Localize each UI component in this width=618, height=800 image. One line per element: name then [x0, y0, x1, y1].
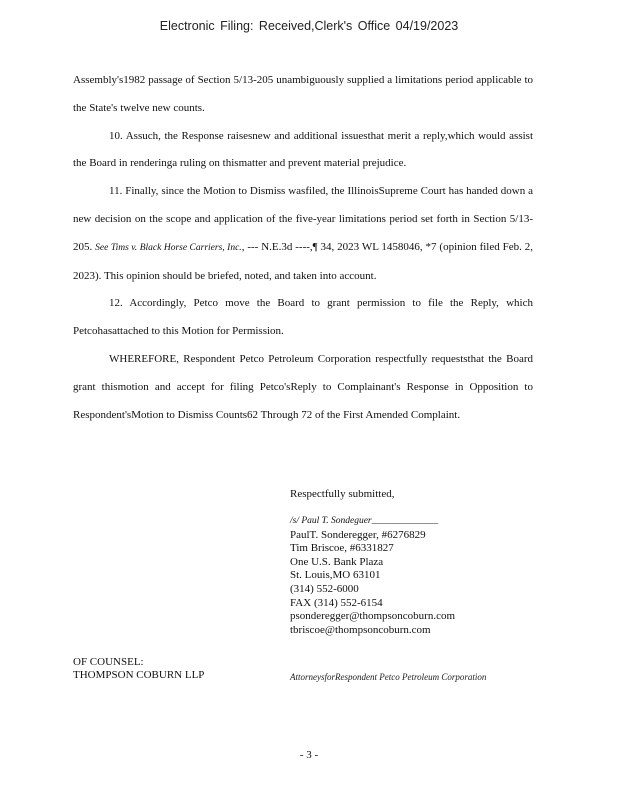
attorney-name: PaulT. Sonderegger, #6276829 [290, 528, 426, 541]
paragraph-12: 12. Accordingly, Petco move the Board to grant permission to file the Reply, which Petcohasattached to this Motion for Permission. [73, 297, 533, 338]
filing-stamp-header: Electronic Filing: Received,Clerk's Office 04/19/2023 [159, 19, 459, 33]
document-body [73, 67, 533, 429]
closing-line: Respectfully submitted, [290, 488, 395, 500]
of-counsel-block [73, 656, 204, 681]
page-number: - 3 - [299, 749, 319, 761]
signature-block [290, 487, 455, 637]
email-2: tbriscoe@thompsoncoburn.com [290, 623, 431, 636]
email-1: psonderegger@thompsoncoburn.com [290, 610, 456, 623]
fax-number: FAX (314) 552-6154 [290, 596, 383, 609]
of-counsel-label: OF COUNSEL: [73, 656, 144, 668]
wherefore-paragraph: WHEREFORE, Respondent Petco Petroleum Corporation respectfully requeststhat the Board grant thismotion and accept for filing Petco'sReply to Complainant's Response in Opposition to Respondent'sMotion to Dismiss Counts62 Through 72 of the First Amended Complaint. [73, 352, 533, 421]
paragraph-11-text: 11. Finally, since the Motion to Dismiss wasfiled, the IllinoisSupreme Court has handed down a new decision on the scope and application of the five-year limitations period set forth in Section 5/13-205. [73, 185, 533, 253]
paragraph-11-text-cont: , --- N.E.3d ----,¶ 34, 2023 WL 1458046, *7 (opinion filed Feb. 2, 2023). This opinion should be briefed, noted, and taken into account. [73, 240, 534, 282]
attorneys-for-line: AttorneysforRespondent Petco Petroleum Corporation [290, 672, 487, 682]
paragraph-continuation: Assembly's1982 passage of Section 5/13-205 unambiguously supplied a limitations period applicable to the State's twelve new counts. [73, 74, 533, 114]
case-citation: See Tims v. Black Horse Carriers, Inc. [95, 242, 242, 253]
paragraph-11 [73, 178, 533, 290]
paragraph-10: 10. Assuch, the Response raisesnew and additional issuesthat merit a reply,which would assist the Board in renderinga ruling on thismatter and prevent material prejudice. [73, 129, 533, 170]
attorney-name-2: Tim Briscoe, #6331827 [290, 542, 394, 555]
electronic-signature: /s/ Paul T. Sondeguer______________ [290, 516, 439, 526]
address-line-1: One U.S. Bank Plaza [290, 555, 384, 568]
law-firm-name: THOMPSON COBURN LLP [73, 668, 205, 681]
address-line-2: St. Louis,MO 63101 [290, 569, 381, 582]
phone-number: (314) 552-6000 [290, 582, 359, 595]
